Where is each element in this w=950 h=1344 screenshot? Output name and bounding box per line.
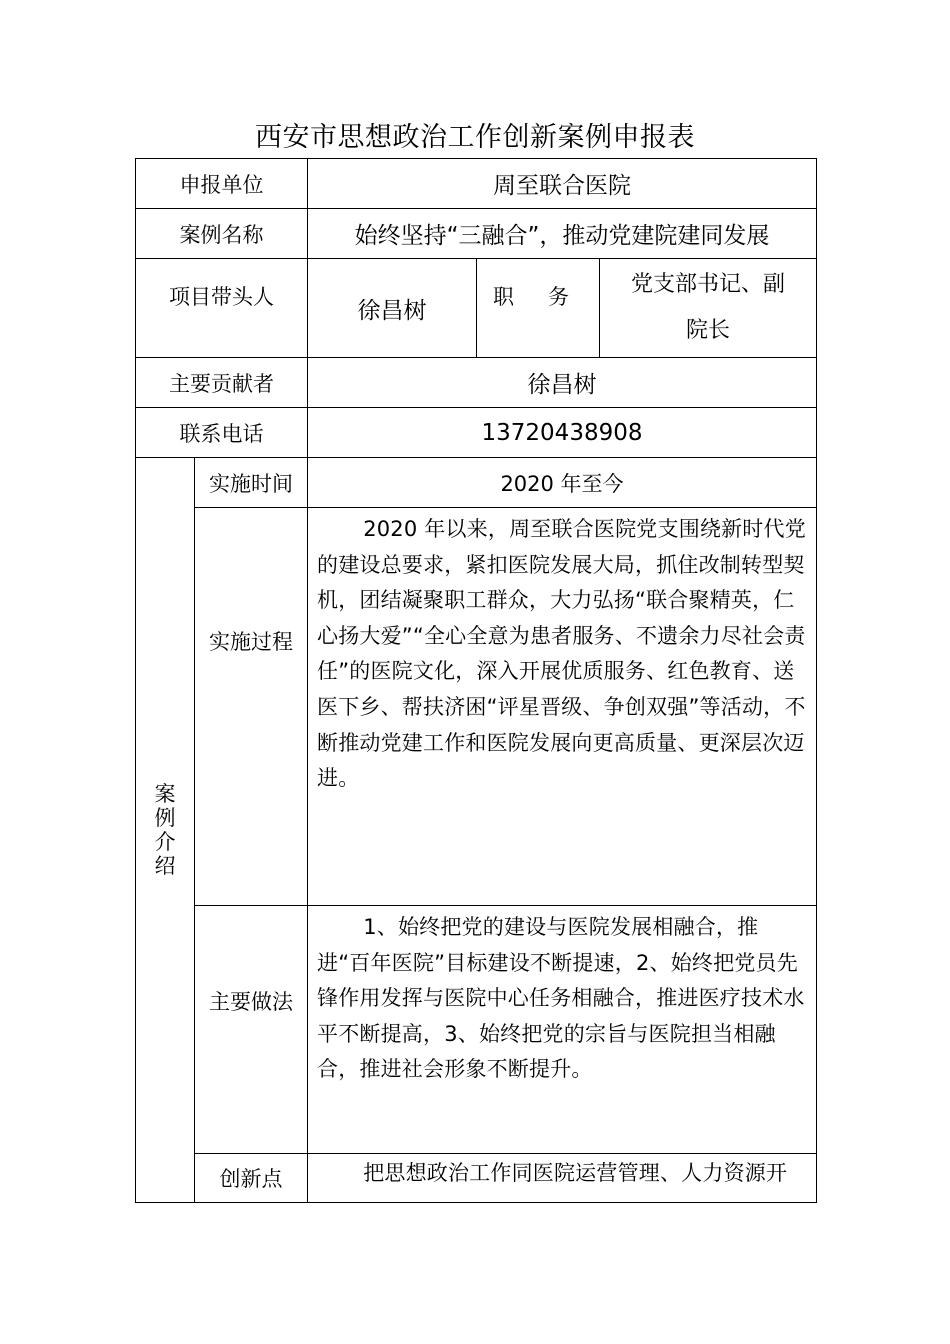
case-name-value: 始终坚持“三融合”，推动党建院建同发展 bbox=[308, 209, 817, 259]
row-unit bbox=[136, 159, 817, 209]
row-practice bbox=[136, 906, 817, 1154]
row-case-name bbox=[136, 209, 817, 259]
row-innovation bbox=[136, 1154, 817, 1203]
process-text: 2020 年以来，周至联合医院党支围绕新时代党的建设总要求，紧扣医院发展大局，抓住改制转型契机，团结凝聚职工群众，大力弘扬“联合聚精英，仁心扬大爱”“全心全意为患者服务、不遗余力尽社会责任”的医院文化，深入开展优质服务、红色教育、送医下乡、帮扶济困“评星晋级、争创双强”等活动，不断推动党建工作和医院发展向更高质量、更深层次迈进。 bbox=[317, 517, 806, 791]
practice-label: 主要做法 bbox=[195, 906, 308, 1154]
phone-label: 联系电话 bbox=[136, 408, 308, 458]
duty-value bbox=[600, 259, 817, 358]
practice-text-cell bbox=[308, 906, 817, 1154]
leader-value: 徐昌树 bbox=[308, 259, 477, 358]
duty-label: 职务 bbox=[493, 285, 569, 309]
duty-value-text: 党支部书记、副院长 bbox=[630, 272, 785, 343]
process-label: 实施过程 bbox=[195, 508, 308, 906]
practice-text: 1、始终把党的建设与医院发展相融合，推进“百年医院”目标建设不断提速，2、始终把党员先锋作用发挥与医院中心任务相融合，推进医疗技术水平不断提高，3、始终把党的宗旨与医院担当相融合，推进社会形象不断提升。 bbox=[317, 915, 805, 1082]
duty-label-cell bbox=[477, 259, 600, 358]
row-process bbox=[136, 508, 817, 906]
unit-value: 周至联合医院 bbox=[308, 159, 817, 209]
case-intro-label-cell bbox=[136, 458, 195, 1203]
row-contributor bbox=[136, 358, 817, 408]
unit-label: 申报单位 bbox=[136, 159, 308, 209]
application-form-table bbox=[135, 158, 817, 1203]
form-title: 西安市思想政治工作创新案例申报表 bbox=[255, 122, 695, 153]
innovation-text-cell bbox=[308, 1154, 817, 1203]
contributor-value: 徐昌树 bbox=[308, 358, 817, 408]
process-text-cell bbox=[308, 508, 817, 906]
case-intro-label: 案例介绍 bbox=[154, 782, 176, 878]
time-value: 2020 年至今 bbox=[308, 458, 817, 508]
row-time bbox=[136, 458, 817, 508]
innovation-text: 把思想政治工作同医院运营管理、人力资源开 bbox=[363, 1161, 788, 1185]
row-phone bbox=[136, 408, 817, 458]
time-label: 实施时间 bbox=[195, 458, 308, 508]
row-leader bbox=[136, 259, 817, 358]
phone-value: 13720438908 bbox=[308, 408, 817, 458]
leader-label: 项目带头人 bbox=[136, 259, 308, 358]
innovation-label: 创新点 bbox=[195, 1154, 308, 1203]
case-name-label: 案例名称 bbox=[136, 209, 308, 259]
contributor-label: 主要贡献者 bbox=[136, 358, 308, 408]
